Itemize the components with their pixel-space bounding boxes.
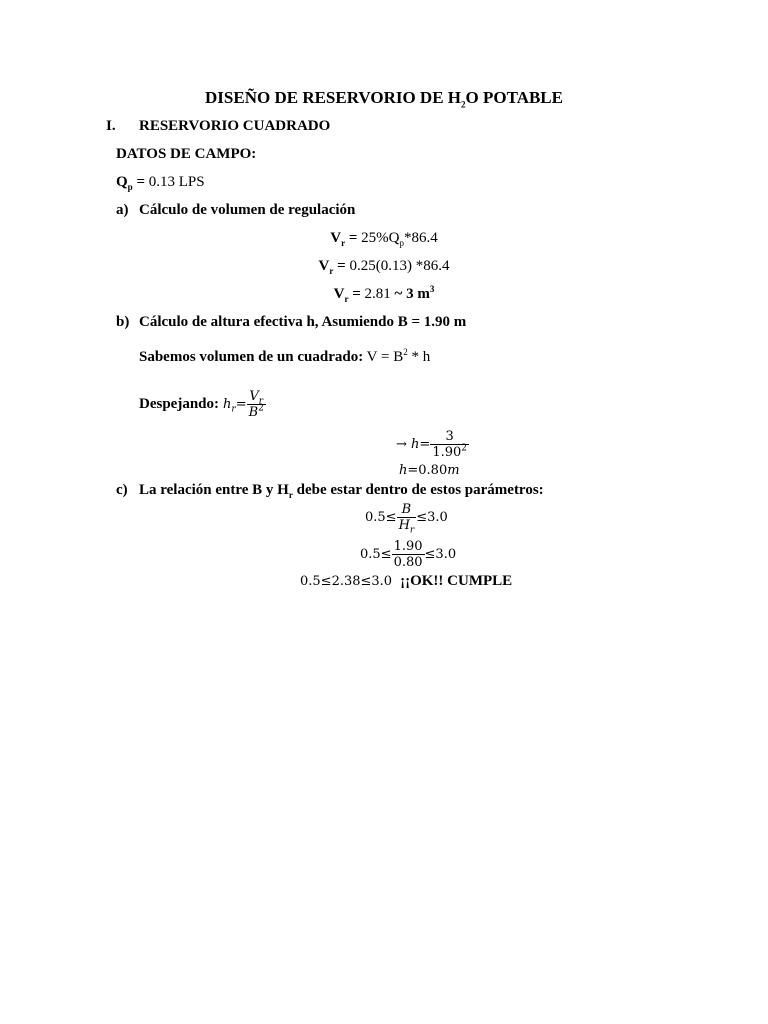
h-result-value: =0.80 — [407, 463, 448, 478]
h-numerator: 3 — [430, 430, 469, 445]
ineq2-formula: 0.5≤ $\frac{1.90}{0.80}$ ≤3.0 — [360, 538, 457, 570]
datos-heading: DATOS DE CAMPO: — [116, 146, 257, 162]
section-title: RESERVORIO CUADRADO — [139, 118, 331, 134]
vr-equals: = — [348, 286, 361, 302]
hr-fraction — [247, 390, 266, 419]
ineq1-formula: 0.5≤ $\frac{B}{H_r}$ ≤3.0 — [365, 501, 448, 536]
vr-subscript: r — [329, 266, 334, 276]
ineq2-fraction: $\frac{1.90}{0.80}$ — [393, 538, 423, 570]
vr-equals: = — [345, 230, 358, 246]
vr-symbol: V — [333, 286, 345, 302]
vr-symbol: V — [330, 230, 342, 246]
h-result — [399, 464, 460, 477]
vr-equation-2 — [0, 259, 768, 274]
item-a-label: a) — [116, 202, 129, 218]
item-b-label: b) — [116, 314, 130, 330]
ratio-inequality-3 — [300, 574, 512, 589]
vr-expr: 25%Q — [357, 230, 400, 246]
ratio-inequality-2 — [360, 536, 456, 572]
sabemos-superscript: 2 — [403, 347, 408, 357]
h-result-symbol: h — [399, 463, 408, 478]
hr-equals: = — [235, 396, 247, 412]
arrow-icon: → — [396, 436, 407, 452]
h-equals: = — [419, 436, 431, 452]
vr-subscript: r — [341, 238, 346, 248]
ratio-inequality-1 — [365, 498, 448, 536]
despejando-label: Despejando: — [139, 395, 220, 412]
item-a-title: Cálculo de volumen de regulación — [139, 202, 356, 218]
vr-value: 2.81 — [360, 286, 395, 302]
sabemos-line — [139, 347, 431, 365]
qp-value: 0.13 LPS — [145, 174, 205, 190]
title-subscript: 2 — [461, 99, 466, 110]
vr-equation-1 — [0, 231, 768, 246]
sabemos-formula-end: * h — [407, 349, 431, 365]
despejando-line — [139, 382, 266, 426]
h-formula — [396, 430, 469, 459]
vr-expr-subscript: p — [399, 238, 404, 248]
qp-line — [116, 175, 205, 190]
vr-rounded: ~ 3 m — [394, 286, 430, 302]
vr-expr: 0.25(0.13) *86.4 — [345, 258, 450, 274]
vr-unit-superscript: 3 — [429, 284, 435, 294]
vr-subscript: r — [344, 294, 349, 304]
item-c-title: La relación entre B y $H_r$ debe estar dentro de estos parámetros: — [139, 482, 544, 500]
ineq3-formula: 0.5≤2.38≤3.0 — [300, 574, 393, 589]
qp-symbol: Q — [116, 174, 128, 190]
h-denominator: 1.90$^2$ — [432, 443, 468, 460]
vr-symbol: V — [318, 258, 330, 274]
hr-subscript: r — [231, 404, 236, 415]
sabemos-text: Sabemos volumen de un cuadrado: — [139, 349, 364, 365]
item-c-label: c) — [116, 482, 128, 498]
vr-equation-3 — [0, 284, 768, 304]
h-result-unit: m — [447, 463, 460, 478]
vr-expr-end: *86.4 — [403, 230, 438, 246]
hr-formula — [223, 390, 266, 419]
h-symbol: h — [411, 436, 420, 452]
h-equation — [396, 424, 469, 464]
qp-subscript: p — [127, 182, 133, 192]
section-number: I. — [106, 118, 116, 134]
page-title — [0, 88, 768, 110]
title-text: DISEÑO DE RESERVORIO DE H — [205, 88, 462, 107]
h-fraction — [430, 430, 469, 459]
hr-symbol: h — [223, 396, 232, 412]
sabemos-formula: V = B — [363, 349, 404, 365]
item-b-title: Cálculo de altura efectiva h, Asumiendo B = 1.90 m — [139, 314, 467, 330]
ok-cumple-text: ¡¡OK!! CUMPLE — [400, 573, 513, 589]
vr-equals: = — [333, 258, 346, 274]
title-text-end: O POTABLE — [465, 88, 563, 107]
hr-numerator: $V_r$ — [247, 390, 266, 405]
hr-denominator: $B^2$ — [248, 403, 264, 420]
ineq1-fraction: $\frac{B}{H_r}$ — [398, 501, 415, 536]
qp-equals: = — [132, 174, 145, 190]
